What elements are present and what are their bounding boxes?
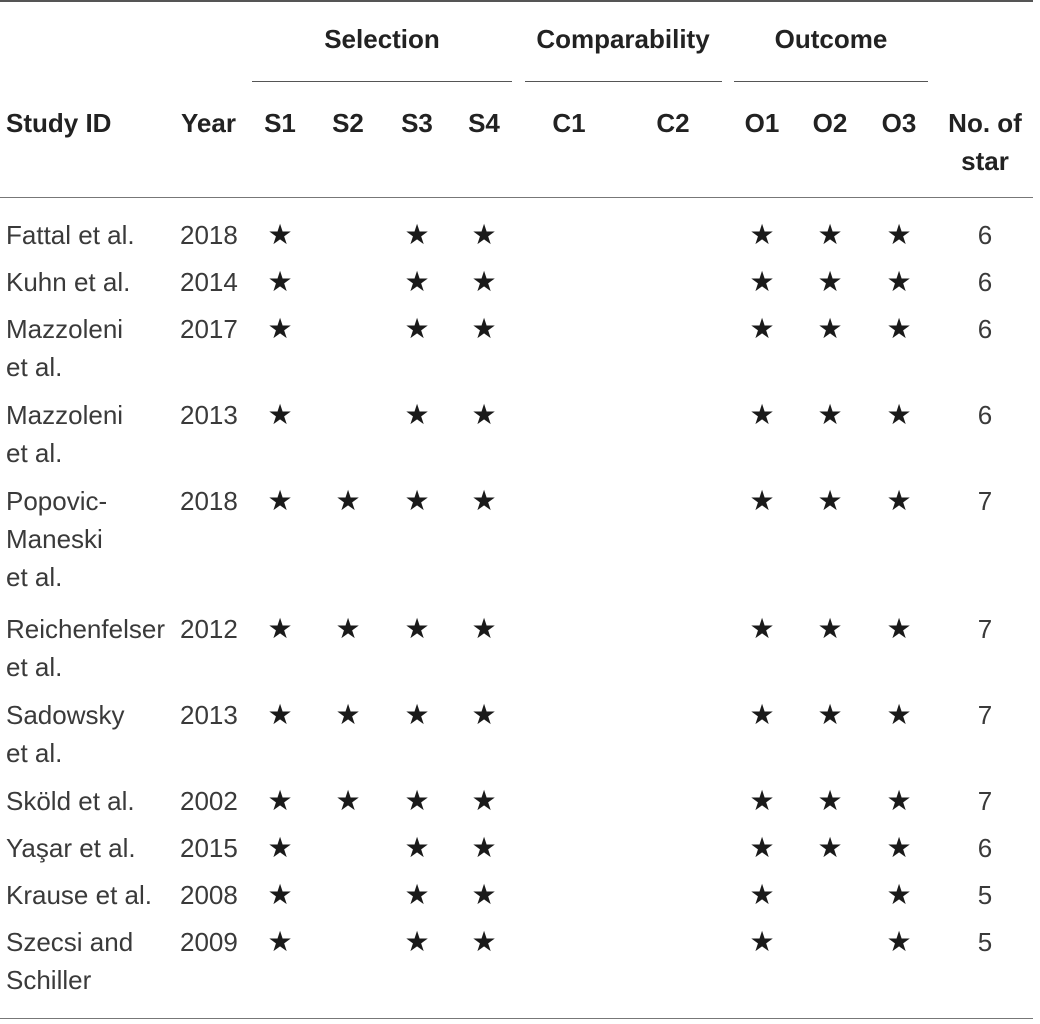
- star-icon: ★: [886, 313, 912, 344]
- star-cell-s1: [260, 396, 300, 434]
- star-cell-o1: [742, 610, 782, 648]
- year-cell: 2013: [180, 700, 238, 730]
- group-selection: Selection: [324, 24, 440, 54]
- study-id-cell: Mazzoleni et al.: [6, 400, 124, 468]
- study-id-cell: Popovic- Maneski et al.: [6, 486, 108, 592]
- star-cell-o2: [810, 263, 850, 301]
- star-icon: ★: [749, 926, 775, 957]
- star-cell-s4: [464, 263, 504, 301]
- star-cell-s3: [397, 782, 437, 820]
- star-cell-o3: [879, 876, 919, 914]
- star-icon: ★: [817, 219, 843, 250]
- star-icon: ★: [886, 219, 912, 250]
- star-icon: ★: [404, 832, 430, 863]
- star-icon: ★: [817, 485, 843, 516]
- header-c1: C1: [552, 108, 586, 138]
- star-icon: ★: [404, 785, 430, 816]
- study-id-cell: Krause et al.: [6, 880, 152, 910]
- star-icon: ★: [471, 699, 497, 730]
- star-cell-s4: [464, 610, 504, 648]
- star-icon: ★: [471, 879, 497, 910]
- star-total-cell: 6: [977, 267, 993, 297]
- study-id-cell: Sköld et al.: [6, 786, 135, 816]
- group-outcome-line: [734, 81, 928, 82]
- star-icon: ★: [404, 266, 430, 297]
- star-cell-s1: [260, 310, 300, 348]
- star-cell-s1: [260, 216, 300, 254]
- star-icon: ★: [817, 399, 843, 430]
- header-o2: O2: [812, 108, 848, 138]
- star-cell-o1: [742, 876, 782, 914]
- star-cell-s4: [464, 216, 504, 254]
- year-cell: 2002: [180, 786, 238, 816]
- star-icon: ★: [267, 313, 293, 344]
- year-cell: 2008: [180, 880, 238, 910]
- star-cell-o2: [810, 696, 850, 734]
- star-icon: ★: [886, 399, 912, 430]
- header-rule: [0, 197, 1033, 198]
- group-comparability-line: [525, 81, 722, 82]
- star-icon: ★: [335, 485, 361, 516]
- star-total-cell: 6: [977, 400, 993, 430]
- star-cell-s3: [397, 396, 437, 434]
- star-icon: ★: [335, 785, 361, 816]
- star-cell-s4: [464, 696, 504, 734]
- star-cell-s2: [328, 782, 368, 820]
- star-icon: ★: [267, 785, 293, 816]
- star-cell-s1: [260, 782, 300, 820]
- star-cell-s2: [328, 696, 368, 734]
- star-icon: ★: [267, 266, 293, 297]
- study-id-cell: Mazzoleni et al.: [6, 314, 124, 382]
- star-total-cell: 6: [977, 220, 993, 250]
- header-no-of-star: No. of star: [948, 108, 1022, 176]
- star-icon: ★: [471, 613, 497, 644]
- year-cell: 2013: [180, 400, 238, 430]
- study-id-cell: Yaşar et al.: [6, 833, 136, 863]
- star-cell-o3: [879, 216, 919, 254]
- star-icon: ★: [886, 879, 912, 910]
- star-icon: ★: [749, 399, 775, 430]
- group-selection-line: [252, 81, 512, 82]
- star-icon: ★: [749, 832, 775, 863]
- star-cell-s3: [397, 216, 437, 254]
- star-total-cell: 6: [977, 314, 993, 344]
- header-o1: O1: [744, 108, 780, 138]
- star-icon: ★: [471, 785, 497, 816]
- study-id-cell: Szecsi and Schiller: [6, 927, 134, 995]
- star-cell-s3: [397, 263, 437, 301]
- star-total-cell: 6: [977, 833, 993, 863]
- star-cell-s4: [464, 829, 504, 867]
- star-icon: ★: [817, 785, 843, 816]
- star-cell-s1: [260, 610, 300, 648]
- star-cell-o1: [742, 310, 782, 348]
- top-rule: [0, 0, 1033, 2]
- star-cell-o1: [742, 829, 782, 867]
- header-c2: C2: [656, 108, 690, 138]
- header-year: Year: [181, 108, 236, 138]
- star-cell-o3: [879, 696, 919, 734]
- star-cell-o3: [879, 396, 919, 434]
- star-icon: ★: [749, 313, 775, 344]
- star-cell-o1: [742, 396, 782, 434]
- group-comparability: Comparability: [536, 24, 710, 54]
- star-icon: ★: [886, 699, 912, 730]
- header-s3: S3: [401, 108, 433, 138]
- star-cell-s3: [397, 923, 437, 961]
- star-icon: ★: [404, 699, 430, 730]
- star-icon: ★: [886, 485, 912, 516]
- star-icon: ★: [886, 266, 912, 297]
- star-icon: ★: [471, 399, 497, 430]
- star-icon: ★: [886, 613, 912, 644]
- header-s4: S4: [468, 108, 500, 138]
- star-icon: ★: [404, 613, 430, 644]
- star-cell-s2: [328, 610, 368, 648]
- header-s2: S2: [332, 108, 364, 138]
- star-total-cell: 5: [977, 927, 993, 957]
- star-cell-o1: [742, 216, 782, 254]
- star-cell-o1: [742, 696, 782, 734]
- star-icon: ★: [886, 926, 912, 957]
- star-icon: ★: [817, 832, 843, 863]
- star-icon: ★: [404, 485, 430, 516]
- star-icon: ★: [404, 219, 430, 250]
- star-icon: ★: [267, 832, 293, 863]
- header-s1: S1: [264, 108, 296, 138]
- star-cell-s3: [397, 876, 437, 914]
- star-icon: ★: [404, 313, 430, 344]
- star-cell-o1: [742, 782, 782, 820]
- star-icon: ★: [404, 879, 430, 910]
- star-cell-s4: [464, 923, 504, 961]
- star-icon: ★: [267, 699, 293, 730]
- star-icon: ★: [404, 926, 430, 957]
- star-cell-o2: [810, 310, 850, 348]
- star-icon: ★: [267, 399, 293, 430]
- year-cell: 2018: [180, 220, 238, 250]
- star-icon: ★: [749, 613, 775, 644]
- star-cell-o1: [742, 923, 782, 961]
- star-icon: ★: [749, 485, 775, 516]
- star-cell-o3: [879, 482, 919, 520]
- star-cell-o3: [879, 782, 919, 820]
- star-icon: ★: [817, 699, 843, 730]
- star-icon: ★: [471, 219, 497, 250]
- star-total-cell: 7: [977, 486, 993, 516]
- star-cell-s1: [260, 263, 300, 301]
- star-cell-s1: [260, 482, 300, 520]
- star-cell-s4: [464, 782, 504, 820]
- header-o3: O3: [881, 108, 917, 138]
- star-icon: ★: [471, 313, 497, 344]
- star-icon: ★: [471, 926, 497, 957]
- star-cell-s4: [464, 396, 504, 434]
- study-id-cell: Fattal et al.: [6, 220, 135, 250]
- star-icon: ★: [886, 832, 912, 863]
- star-cell-o2: [810, 829, 850, 867]
- year-cell: 2014: [180, 267, 238, 297]
- star-cell-s4: [464, 310, 504, 348]
- star-icon: ★: [749, 699, 775, 730]
- star-cell-o3: [879, 263, 919, 301]
- study-id-cell: Reichenfelser et al.: [6, 614, 165, 682]
- star-cell-s1: [260, 923, 300, 961]
- star-cell-s3: [397, 696, 437, 734]
- star-icon: ★: [749, 785, 775, 816]
- star-icon: ★: [749, 266, 775, 297]
- star-icon: ★: [267, 219, 293, 250]
- star-cell-o3: [879, 310, 919, 348]
- star-total-cell: 7: [977, 614, 993, 644]
- star-icon: ★: [267, 879, 293, 910]
- star-icon: ★: [471, 832, 497, 863]
- star-cell-o2: [810, 610, 850, 648]
- star-cell-s3: [397, 829, 437, 867]
- star-total-cell: 7: [977, 700, 993, 730]
- star-cell-o2: [810, 782, 850, 820]
- star-cell-o2: [810, 396, 850, 434]
- year-cell: 2015: [180, 833, 238, 863]
- star-icon: ★: [335, 613, 361, 644]
- year-cell: 2018: [180, 486, 238, 516]
- year-cell: 2012: [180, 614, 238, 644]
- star-cell-s4: [464, 876, 504, 914]
- bottom-rule: [0, 1018, 1033, 1019]
- star-cell-o3: [879, 610, 919, 648]
- star-cell-s3: [397, 610, 437, 648]
- group-outcome: Outcome: [774, 24, 888, 54]
- star-icon: ★: [471, 266, 497, 297]
- year-cell: 2017: [180, 314, 238, 344]
- star-cell-s1: [260, 696, 300, 734]
- star-icon: ★: [749, 219, 775, 250]
- star-icon: ★: [267, 613, 293, 644]
- star-cell-s1: [260, 876, 300, 914]
- star-icon: ★: [267, 926, 293, 957]
- star-cell-o1: [742, 263, 782, 301]
- star-cell-o2: [810, 216, 850, 254]
- star-icon: ★: [471, 485, 497, 516]
- star-icon: ★: [335, 699, 361, 730]
- star-cell-s3: [397, 482, 437, 520]
- star-total-cell: 7: [977, 786, 993, 816]
- header-study-id: Study ID: [6, 108, 112, 138]
- year-cell: 2009: [180, 927, 238, 957]
- star-cell-o2: [810, 482, 850, 520]
- star-icon: ★: [404, 399, 430, 430]
- star-icon: ★: [817, 266, 843, 297]
- star-icon: ★: [817, 613, 843, 644]
- study-id-cell: Sadowsky et al.: [6, 700, 125, 768]
- star-total-cell: 5: [977, 880, 993, 910]
- star-icon: ★: [886, 785, 912, 816]
- star-cell-s1: [260, 829, 300, 867]
- star-icon: ★: [749, 879, 775, 910]
- star-cell-s2: [328, 482, 368, 520]
- star-cell-s3: [397, 310, 437, 348]
- study-id-cell: Kuhn et al.: [6, 267, 131, 297]
- star-cell-o3: [879, 829, 919, 867]
- star-cell-s4: [464, 482, 504, 520]
- star-cell-o3: [879, 923, 919, 961]
- star-icon: ★: [817, 313, 843, 344]
- star-icon: ★: [267, 485, 293, 516]
- star-cell-o1: [742, 482, 782, 520]
